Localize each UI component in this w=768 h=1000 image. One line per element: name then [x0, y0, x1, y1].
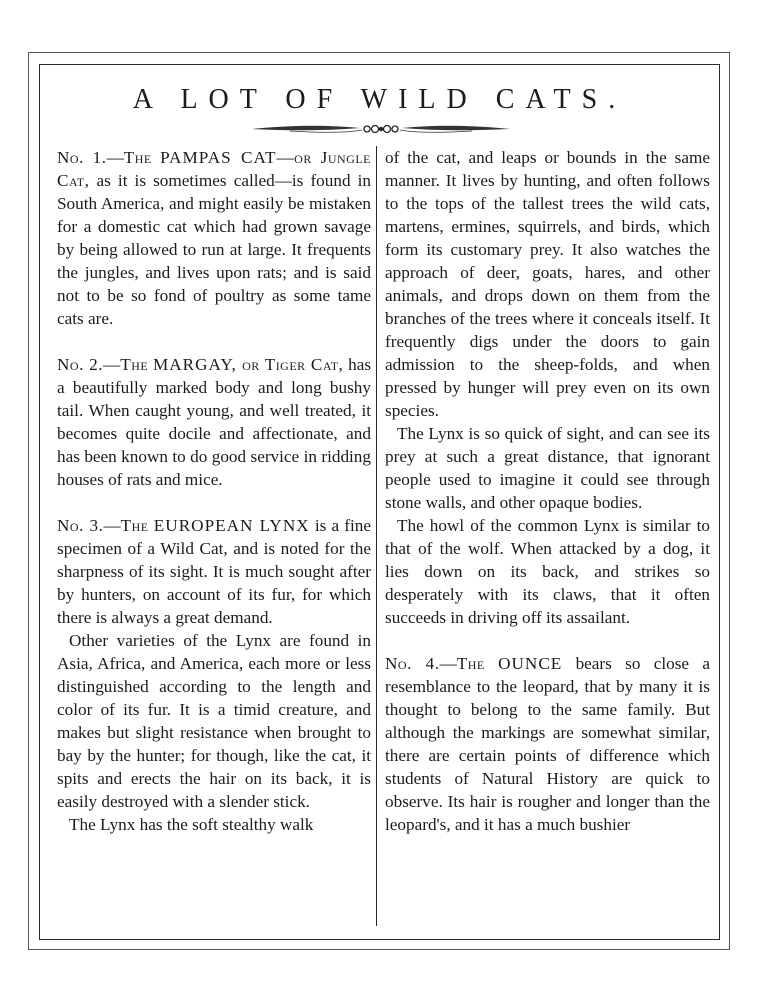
dash: —	[103, 516, 121, 535]
section-number: No. 2.	[57, 355, 104, 374]
section-body: has a beautifully marked body and long bushy tail. When caught young, and well treated, it becomes quite docile and affectionate, and has been known to do good service in ridding houses of rats and mice.	[57, 355, 372, 489]
ornament-divider	[250, 120, 512, 138]
section-number: No. 4.	[385, 654, 440, 673]
dash: —	[439, 654, 457, 673]
section-european-lynx	[57, 514, 371, 629]
section-body: is a fine specimen of a Wild Cat, and is noted for the sharpness of its sight. It is much sought after by hunters, on account of its fur, for which there is always a great demand.	[57, 516, 371, 627]
cat-name: PAMPAS CAT	[160, 148, 277, 167]
article: The	[123, 148, 152, 167]
alt-name: —or Jungle Cat,	[57, 148, 371, 190]
article: The	[456, 654, 485, 673]
section-pampas-cat	[57, 146, 371, 330]
alt-name: or Tiger Cat,	[236, 355, 344, 374]
article: The	[120, 355, 149, 374]
paragraph: The Lynx is so quick of sight, and can see its prey at such a great distance, that ignorant people used to imagine it could see through stone walls, and other opaque bodies.	[385, 424, 710, 512]
left-column	[57, 146, 371, 836]
paragraph-continued: of the cat, and leaps or bounds in the same manner. It lives by hunting, and often follows to the tops of the tallest trees the wild cats, martens, ermines, squirrels, and birds, which form its customary prey. It also watches the approach of deer, goats, hares, and other animals, and drops down on them from the branches of the trees where it conceals itself. It frequently digs under the doors to gain admission to the sheep-folds, and when pressed by hunger will prey even on its own species.	[385, 148, 710, 420]
cat-name: OUNCE	[498, 654, 563, 673]
paragraph: The Lynx has the soft stealthy walk	[69, 815, 314, 834]
cat-name: EUROPEAN LYNX	[153, 516, 310, 535]
column-divider	[376, 146, 377, 926]
cat-name: MARGAY,	[152, 355, 237, 374]
paragraph: The howl of the common Lynx is similar to that of the wolf. When attacked by a dog, it lies down on its back, and strikes so desperately with its claws, that it often succeeds in driving off its assailant.	[385, 516, 710, 627]
article: The	[120, 516, 149, 535]
section-number: No. 1.	[57, 148, 107, 167]
page-title: A LOT OF WILD CATS.	[132, 84, 627, 115]
section-ounce	[385, 652, 710, 836]
dash: —	[106, 148, 124, 167]
dash: —	[103, 355, 121, 374]
section-body: bears so close a resemblance to the leopard, that by many it is thought to belong to the same family. But although the markings are somewhat similar, there are certain points of difference which students of Natural History are quick to observe. Its hair is rougher and longer than the leopard's, and it has a much bushier	[385, 654, 710, 834]
section-body: as it is sometimes called—is found in South America, and might easily be mistaken for a domestic cat which had grown savage by being allowed to run at large. It frequents the jungles, and lives upon rats; and is said not to be so fond of poultry as some tame cats are.	[57, 171, 371, 328]
section-margay	[57, 353, 371, 491]
paragraph: Other varieties of the Lynx are found in Asia, Africa, and America, each more or less distinguished according to the length and color of its fur. It is a timid creature, and makes but slight resistance when brought to bay by the hunter; for though, like the cat, it spits and erects the hair on its back, it is easily destroyed with a slender stick.	[57, 631, 371, 811]
right-column	[385, 146, 710, 836]
section-number: No. 3.	[57, 516, 104, 535]
